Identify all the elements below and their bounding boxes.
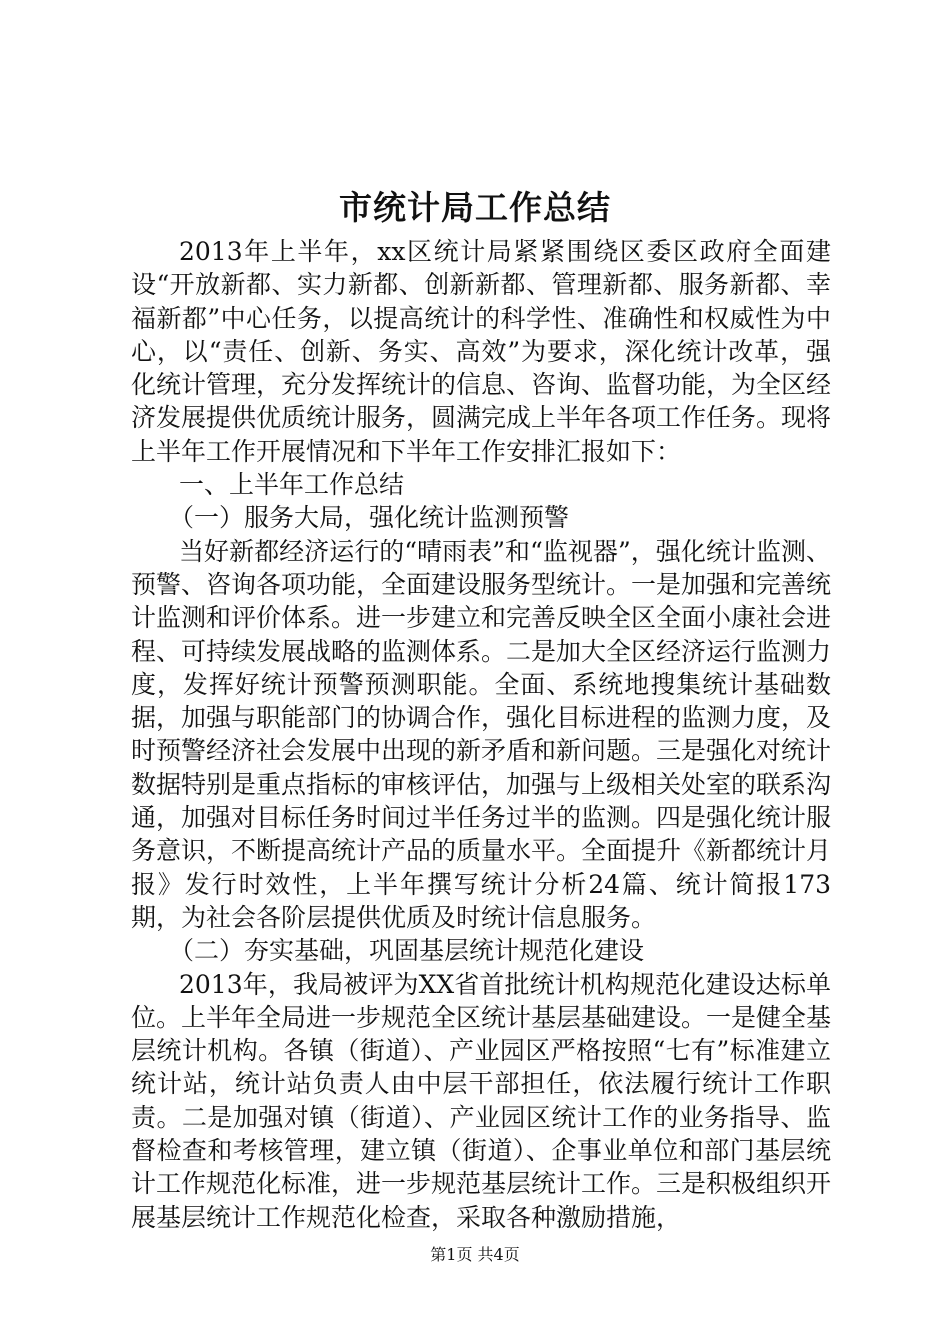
page-number-footer: 第1页 共4页 bbox=[430, 1245, 520, 1264]
document-body bbox=[131, 235, 831, 1234]
paragraph-monitoring: 当好新都经济运行的“晴雨表”和“监视器”，强化统计监测、预警、咨询各项功能，全面建设服务型统计。一是加强和完善统计监测和评价体系。进一步建立和完善反映全区全面小康社会进程、可持续发展战略的监测体系。二是加大全区经济运行监测力度，发挥好统计预警预测职能。全面、系统地搜集统计基础数据，加强与职能部门的协调合作，强化目标进程的监测力度，及时预警经济社会发展中出现的新矛盾和新问题。三是强化对统计数据特别是重点指标的审核评估，加强与上级相关处室的联系沟通，加强对目标任务时间过半任务过半的监测。四是强化统计服务意识，不断提高统计产品的质量水平。全面提升《新都统计月报》发行时效性，上半年撰写统计分析24篇、统计简报173期，为社会各阶层提供优质及时统计信息服务。 bbox=[131, 536, 832, 932]
section-heading-1: 一、上半年工作总结 bbox=[179, 470, 405, 500]
paragraph-foundation: 2013年，我局被评为XX省首批统计机构规范化建设达标单位。上半年全局进一步规范全区统计基层基础建设。一是健全基层统计机构。各镇（街道）、产业园区严格按照“七有”标准建立统计站，统计站负责人由中层干部担任，依法履行统计工作职责。二是加强对镇（街道）、产业园区统计工作的业务指导、监督检查和考核管理，建立镇（街道）、企事业单位和部门基层统计工作规范化标准，进一步规范基层统计工作。三是积极组织开展基层统计工作规范化检查，采取各种激励措施， bbox=[131, 969, 832, 1232]
subsection-heading-1: （一）服务大局，强化统计监测预警 bbox=[169, 503, 570, 533]
document-title: 市统计局工作总结 bbox=[339, 188, 611, 227]
paragraph-intro: 2013年上半年，xx区统计局紧紧围绕区委区政府全面建设“开放新都、实力新都、创新新都、管理新都、服务新都、幸福新都”中心任务，以提高统计的科学性、准确性和权威性为中心，以“责任、创新、务实、高效”为要求，深化统计改革，强化统计管理，充分发挥统计的信息、咨询、监督功能，为全区经济发展提供优质统计服务，圆满完成上半年各项工作任务。现将上半年工作开展情况和下半年工作安排汇报如下： bbox=[131, 237, 832, 466]
subsection-heading-2: （二）夯实基础，巩固基层统计规范化建设 bbox=[169, 936, 645, 966]
